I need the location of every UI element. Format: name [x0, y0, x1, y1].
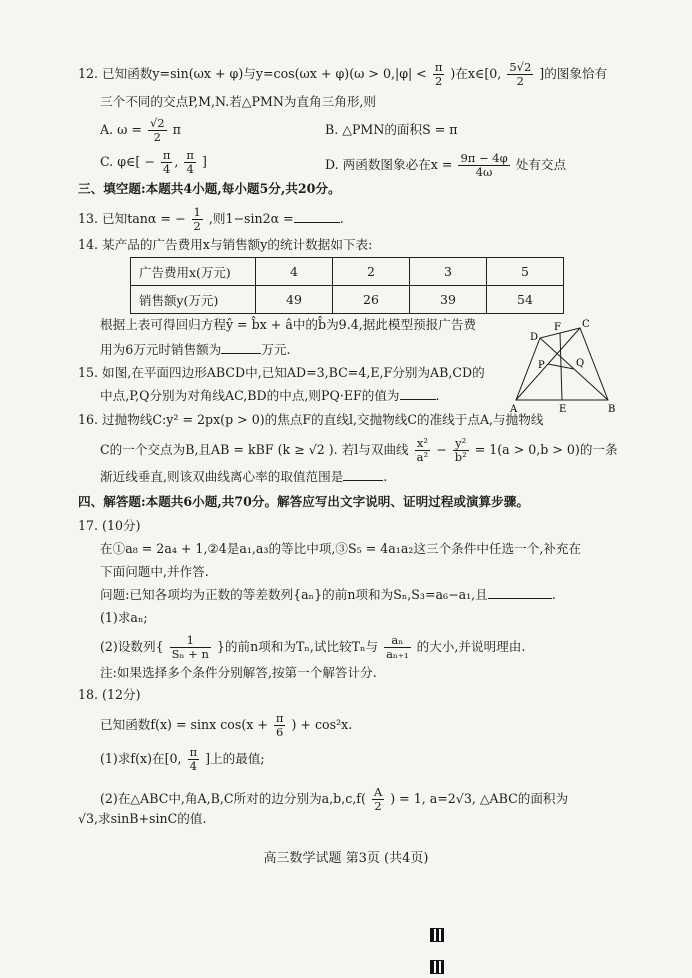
q14-text1: 根据上表可得回归方程ŷ = b̂x + â中的b̂为9.4,据此模型预报广告费	[100, 317, 477, 332]
label-c: C	[582, 319, 590, 330]
q16-line1: 16. 过抛物线C:y² = 2px(p > 0)的焦点F的直线l,交抛物线C的准线于点A,与抛物线	[78, 412, 544, 427]
q13: 13. 已知tanα = − $\frac{1}{2}$ ,则1−sin2α = .	[78, 205, 344, 233]
q17-line2: 下面问题中,并作答.	[100, 564, 209, 579]
q12-option-a: A. ω = $\frac{√2}{2}$ π	[100, 116, 181, 144]
table-cell: 5	[487, 258, 564, 286]
fraction: $\frac{5√2}{2}$	[509, 60, 532, 88]
q14-text2: 用为6万元时销售额为 万元.	[100, 342, 291, 357]
q15-line1: 15. 如图,在平面四边形ABCD中,已知AD=3,BC=4,E,F分别为AB,CD的	[78, 365, 485, 380]
label-a: A	[510, 404, 518, 414]
quadrilateral-figure	[508, 318, 618, 414]
q17-line1: 在①a₈ = 2a₄ + 1,②4是a₁,a₃的等比中项,③S₅ = 4a₁a₂这三个条件中任选一个,补充在	[100, 541, 582, 556]
q14-intro: 14. 某产品的广告费用x与销售额y的统计数据如下表:	[78, 237, 373, 252]
table-cell: 26	[333, 286, 410, 314]
answer-blank	[400, 387, 436, 400]
page-footer: 高三数学试题 第3页 (共4页)	[263, 851, 429, 866]
q16-line2: C的一个交点为B,且AB = kBF (k ≥ √2 ). 若l与双曲线 $\frac{\text{x²}}{\text{a²}}$ − $\frac{\text{y²}}{\text{b²}}$ = 1(a > 0,b > 0)的一条	[100, 436, 618, 464]
label-f: F	[554, 322, 561, 333]
label-b: B	[608, 404, 616, 414]
q17-note: 注:如果选择多个条件分别解答,按第一个解答计分.	[100, 665, 377, 680]
q18-part1: (1)求f(x)在[0, $\frac{\pi}{4}$ ]上的最值;	[100, 745, 265, 773]
section-3-heading: 三、填空题:本题共4小题,每小题5分,共20分。	[78, 181, 341, 196]
q12-line1: 12. 已知函数y=sin(ωx + φ)与y=cos(ωx + φ)(ω > 0,|φ| < $\frac{\pi}{2}$ )在x∈[0, $\frac{5√2}{2}$ ]的图象恰有	[78, 60, 608, 88]
q17-line3: 问题:已知各项均为正数的等差数列{aₙ}的前n项和为Sₙ,S₃=a₆−a₁,且 .	[100, 587, 556, 602]
q12-option-c: C. φ∈[ − $\frac{\pi}{4}$ , $\frac{\pi}{4}$ ]	[100, 148, 207, 176]
q12-option-d: D. 两函数图象必在x = $\frac{9\pi - 4\varphi}{4\omega}$ 处有交点	[325, 151, 567, 179]
table-row	[131, 286, 564, 314]
section-4-heading: 四、解答题:本题共6小题,共70分。解答应写出文字说明、证明过程或演算步骤。	[78, 494, 529, 509]
q18-part2-line2: √3,求sinB+sinC的值.	[78, 811, 207, 826]
q18-part2: (2)在△ABC中,角A,B,C所对的边分别为a,b,c,f( $\frac{A}{2}$ ) = 1, a=2√3, △ABC的面积为	[100, 785, 569, 813]
label-q: Q	[576, 358, 585, 369]
q17-part2: (2)设数列{ $\frac{1}{\text{Sₙ + n}}$ }的前n项和为Tₙ,试比较Tₙ与 $\frac{\text{aₙ}}{\text{aₙ₊₁}}$ 的大小,并说明理由.	[100, 633, 526, 661]
answer-blank	[294, 210, 340, 223]
answer-blank	[221, 341, 261, 354]
table-cell: 4	[256, 258, 333, 286]
answer-blank	[488, 586, 552, 599]
q18-head: 18. (12分)	[78, 687, 141, 702]
table-cell: 39	[410, 286, 487, 314]
q12-line2: 三个不同的交点P,M,N.若△PMN为直角三角形,则	[100, 94, 377, 109]
table-cell: 3	[410, 258, 487, 286]
label-d: D	[530, 332, 539, 343]
row-label: 销售额y(万元)	[131, 286, 256, 314]
q18-line1: 已知函数f(x) = sinx cos(x + $\frac{\pi}{6}$ ) + cos²x.	[100, 711, 353, 739]
table-row	[131, 258, 564, 286]
q17-head: 17. (10分)	[78, 518, 141, 533]
stats-table	[130, 257, 564, 314]
label-p: P	[538, 360, 545, 371]
qr-code-icon	[430, 960, 444, 974]
table-cell: 49	[256, 286, 333, 314]
answer-blank	[343, 468, 383, 481]
q15-line2: 中点,P,Q分别为对角线AC,BD的中点,则PQ·EF的值为 .	[100, 388, 440, 403]
q16-line3: 渐近线垂直,则该双曲线离心率的取值范围是 .	[100, 469, 388, 484]
table-cell: 54	[487, 286, 564, 314]
table-cell: 2	[333, 258, 410, 286]
fraction: $\frac{\pi}{2}$	[434, 60, 443, 88]
qr-code-icon	[430, 928, 444, 942]
row-label: 广告费用x(万元)	[131, 258, 256, 286]
q17-part1: (1)求aₙ;	[100, 610, 148, 625]
label-e: E	[559, 404, 567, 414]
q12-option-b: B. △PMN的面积S = π	[325, 122, 458, 137]
